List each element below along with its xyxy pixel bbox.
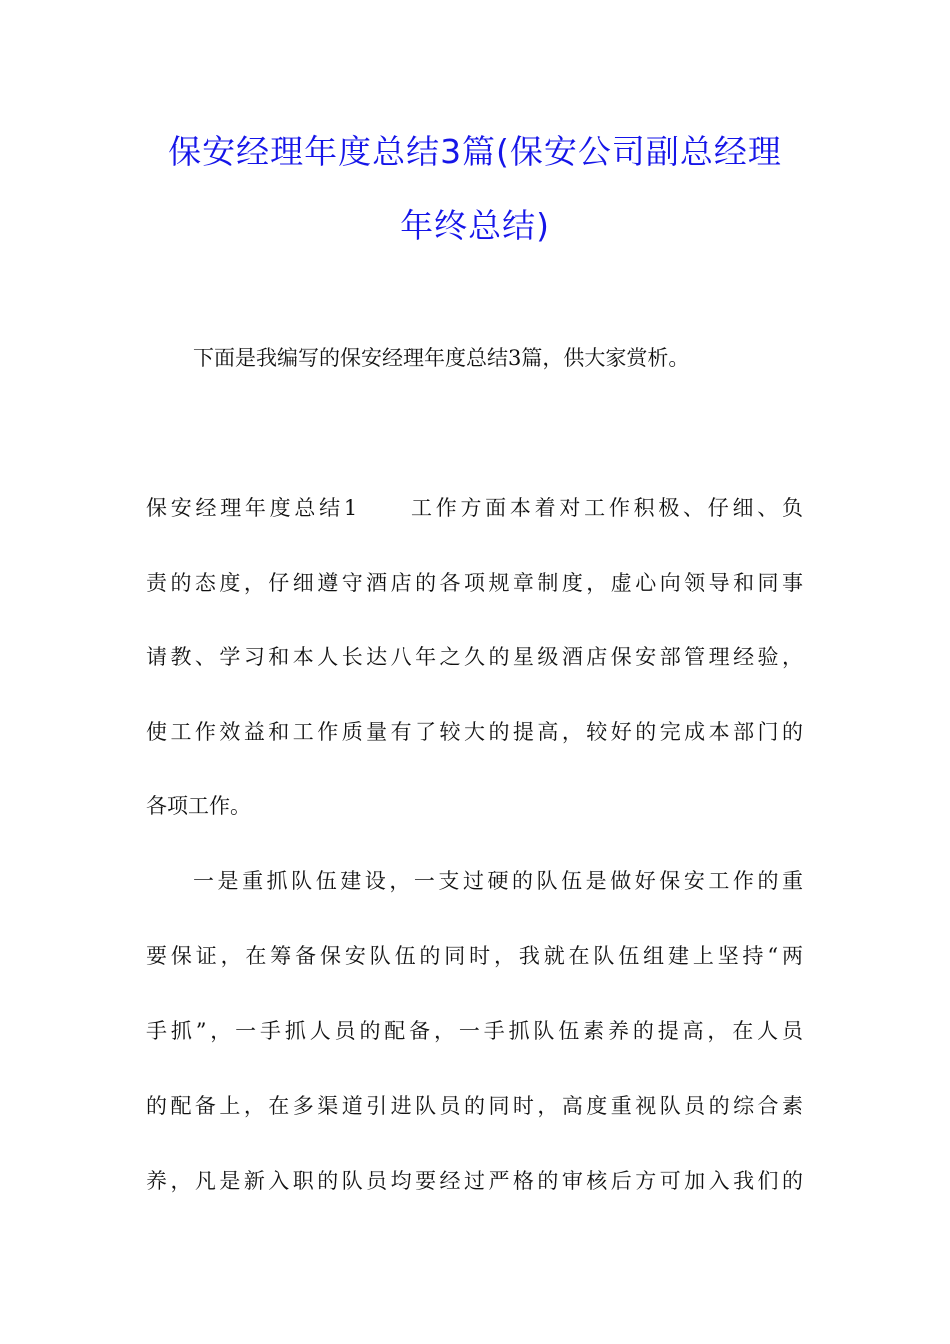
section1-line: 责的态度，仔细遵守酒店的各项规章制度，虚心向领导和同事 (146, 571, 803, 595)
document-title-line-2: 年终总结) (400, 206, 550, 245)
section1-line: 工作方面本着对工作积极、仔细、负 (407, 496, 803, 520)
document-title-line-1: 保安经理年度总结3篇(保安公司副总经理 (168, 132, 782, 171)
paragraph2-line: 手抓”，一手抓人员的配备，一手抓队伍素养的提高，在人员 (146, 1019, 803, 1043)
paragraph2-line: 的配备上，在多渠道引进队员的同时，高度重视队员的综合素 (146, 1094, 803, 1118)
section1-line: 请教、学习和本人长达八年之久的星级酒店保安部管理经验， (146, 645, 803, 669)
paragraph2-line: 一是重抓队伍建设，一支过硬的队伍是做好保安工作的重 (193, 869, 803, 893)
intro-text: 下面是我编写的保安经理年度总结3篇，供大家赏析。 (193, 346, 690, 370)
section1-line: 各项工作。 (146, 794, 251, 818)
section1-first-line (146, 493, 803, 523)
paragraph2-line: 养，凡是新入职的队员均要经过严格的审核后方可加入我们的 (146, 1169, 803, 1193)
section1-line: 使工作效益和工作质量有了较大的提高，较好的完成本部门的 (146, 720, 803, 744)
paragraph2-line: 要保证，在筹备保安队伍的同时，我就在队伍组建上坚持“两 (146, 944, 803, 968)
section1-heading: 保安经理年度总结1 (146, 496, 358, 520)
